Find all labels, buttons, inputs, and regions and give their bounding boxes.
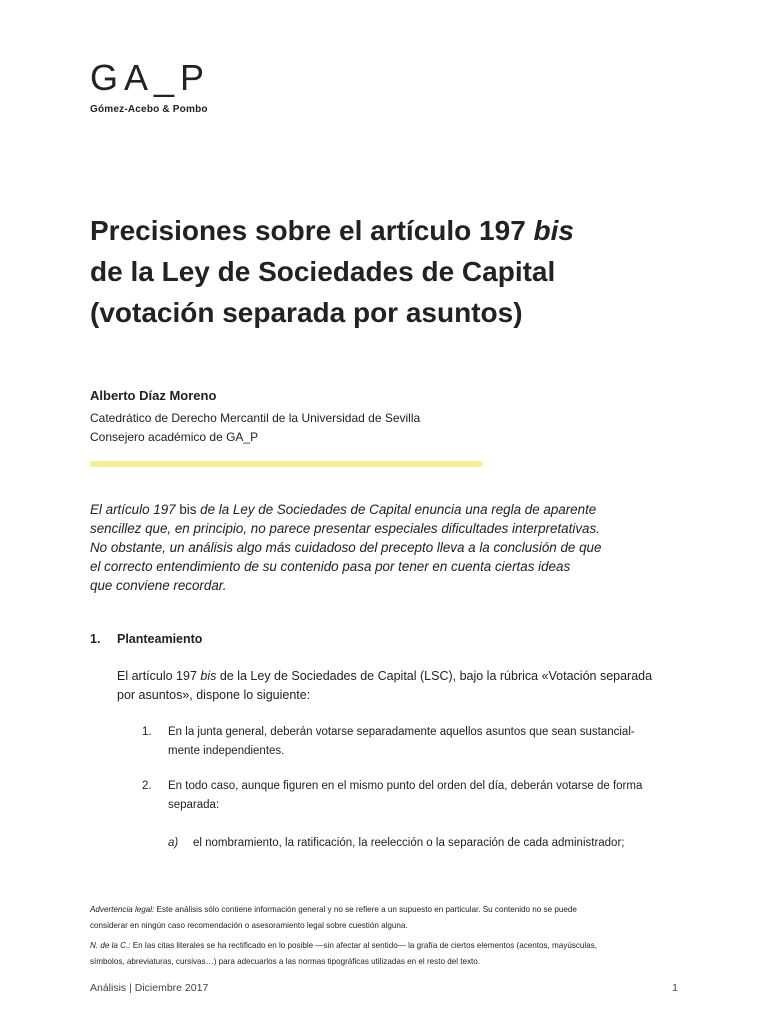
editor-note-line-2: símbolos, abreviaturas, cursivas…) para adecuarlos a las normas tipográficas utilizadas en el resto del texto. bbox=[90, 957, 481, 966]
sub-item bbox=[168, 834, 624, 853]
sub-item-letter: a) bbox=[168, 837, 179, 849]
logo-subtitle: Gómez-Acebo & Pombo bbox=[90, 104, 208, 115]
editor-note-text: En las citas literales se ha rectificado en lo posible —sin afectar al sentido— la grafía de ciertos elementos (acentos, mayúsculas, bbox=[130, 941, 598, 950]
title-bis: bis bbox=[533, 215, 575, 246]
document-title bbox=[90, 210, 690, 333]
logo bbox=[90, 57, 211, 115]
legal-note-text: Este análisis sólo contiene información general y no se refiere a un supuesto en particular. Su contenido no se puede bbox=[154, 905, 577, 914]
abstract-line-5: que conviene recordar. bbox=[90, 578, 227, 593]
title-line-1 bbox=[90, 210, 690, 251]
paragraph-line-1 bbox=[117, 667, 679, 686]
abstract-line-4: el correcto entendimiento de su contenido pasa por tener en cuenta ciertas ideas bbox=[90, 559, 571, 574]
list-item-number: 2. bbox=[142, 780, 152, 792]
title-line-1-text: Precisiones sobre el artículo 197 bbox=[90, 215, 534, 246]
footer-label: Análisis | Diciembre 2017 bbox=[90, 982, 209, 994]
paragraph-line-1-a: El artículo 197 bbox=[117, 669, 201, 683]
page-number: 1 bbox=[672, 982, 678, 994]
legal-note-line-2: considerar en ningún caso recomendación o asesoramiento legal sobre cuestión alguna. bbox=[90, 921, 408, 930]
author-role-1: Catedrático de Derecho Mercantil de la Universidad de Sevilla bbox=[90, 411, 421, 425]
abstract-bis: bis bbox=[179, 502, 197, 517]
footnotes bbox=[90, 902, 678, 970]
abstract bbox=[90, 500, 678, 595]
paragraph-line-2: por asuntos», dispone lo siguiente: bbox=[117, 688, 311, 702]
editor-note-label: N. de la C.: bbox=[90, 941, 131, 950]
abstract-line-1-c: de la Ley de Sociedades de Capital enuncia una regla de aparente bbox=[196, 502, 597, 517]
section-heading bbox=[90, 632, 202, 646]
list-item-number: 1. bbox=[142, 726, 152, 738]
accent-divider bbox=[90, 461, 482, 467]
author-block bbox=[90, 388, 690, 447]
list-item-line-1: En la junta general, deberán votarse separadamente aquellos asuntos que sean sustancial- bbox=[168, 726, 635, 738]
section-number: 1. bbox=[90, 632, 101, 646]
legal-note-label: Advertencia legal: bbox=[90, 905, 155, 914]
section-title: Planteamiento bbox=[117, 632, 203, 646]
author-role-2: Consejero académico de GA_P bbox=[90, 430, 259, 444]
editor-note-line-1 bbox=[90, 938, 678, 954]
page-footer bbox=[90, 982, 678, 994]
abstract-line-1 bbox=[90, 500, 678, 519]
list-item-line-1: En todo caso, aunque figuren en el mismo punto del orden del día, deberán votarse de forma bbox=[168, 780, 643, 792]
abstract-line-3: No obstante, un análisis algo más cuidadoso del precepto lleva a la conclusión de que bbox=[90, 540, 602, 555]
paragraph-bis: bis bbox=[200, 669, 217, 683]
logo-mark: GA_P bbox=[90, 57, 211, 98]
paragraph-line-1-c: de la Ley de Sociedades de Capital (LSC), bajo la rúbrica «Votación separada bbox=[216, 669, 653, 683]
author-name: Alberto Díaz Moreno bbox=[90, 388, 217, 403]
sub-item-text: el nombramiento, la ratificación, la reelección o la separación de cada administrador; bbox=[193, 837, 625, 849]
section-paragraph bbox=[117, 667, 679, 705]
title-line-3: (votación separada por asuntos) bbox=[90, 297, 523, 328]
list-item-line-2: separada: bbox=[168, 799, 220, 811]
list-item-line-2: mente independientes. bbox=[168, 745, 285, 757]
abstract-line-2: sencillez que, en principio, no parece presentar especiales dificultades interpretativas. bbox=[90, 521, 600, 536]
abstract-line-1-a: El artículo 197 bbox=[90, 502, 180, 517]
title-line-2: de la Ley de Sociedades de Capital bbox=[90, 256, 556, 287]
legal-note-line-1 bbox=[90, 902, 678, 918]
